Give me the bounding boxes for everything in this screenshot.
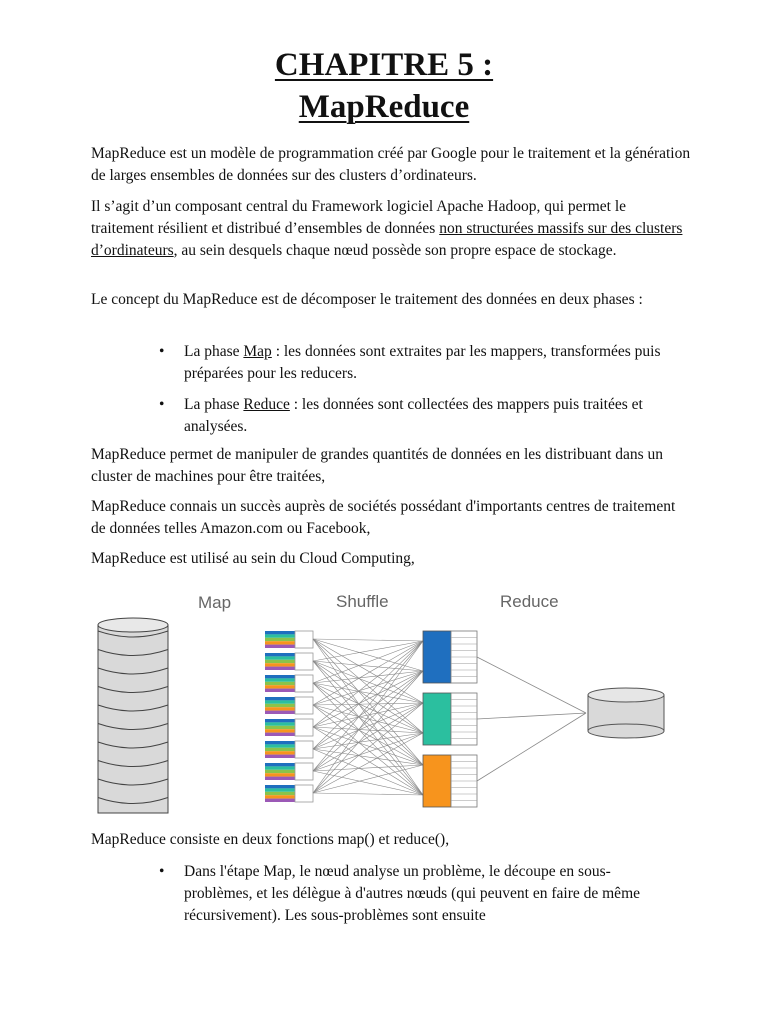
reduce-output-arrow <box>477 713 586 781</box>
map-strip-band <box>265 777 295 780</box>
paragraph-hadoop-text: Il s’agit d’un composant central du Framework logiciel Apache Hadoop, qui permet le traitement résilient et distribué d’ensembles de données <box>91 198 627 237</box>
map-strip-band <box>265 697 295 700</box>
paragraph-functions: MapReduce consiste en deux fonctions map() et reduce(), <box>91 831 450 848</box>
map-strip-band <box>265 660 295 663</box>
map-strip-band <box>265 744 295 747</box>
map-strip-band <box>265 748 295 751</box>
shuffle-line <box>313 641 423 727</box>
map-strip <box>265 785 313 802</box>
map-strip-band <box>265 719 295 722</box>
reduce-block <box>423 693 477 745</box>
reduce-block-fill <box>423 631 451 683</box>
shuffle-line <box>313 641 423 771</box>
map-label: Map <box>198 593 232 612</box>
reduce-tasks <box>423 631 477 807</box>
mapreduce-diagram <box>90 583 680 823</box>
reduce-output-arrow <box>477 657 586 713</box>
map-strip-cell <box>295 631 313 648</box>
map-strip-band <box>265 770 295 773</box>
term-map: Map <box>243 343 272 360</box>
map-strip-band <box>265 766 295 769</box>
map-strip-band <box>265 634 295 637</box>
map-strip-band <box>265 682 295 685</box>
paragraph-hadoop-end: , au sein desquels chaque nœud possède son propre espace de stockage. <box>173 242 617 259</box>
shuffle-label: Shuffle <box>336 592 389 611</box>
bullet-map-phase <box>184 341 674 385</box>
bullet-prefix: La phase <box>184 396 244 413</box>
output-database-icon <box>477 657 664 781</box>
map-strip-band <box>265 722 295 725</box>
paragraph-cloud: MapReduce est utilisé au sein du Cloud Computing, <box>91 550 415 567</box>
map-strip-cell <box>295 653 313 670</box>
map-strip <box>265 741 313 758</box>
map-strip-band <box>265 795 295 798</box>
map-strip-band <box>265 726 295 729</box>
map-strip-cell <box>295 719 313 736</box>
reduce-block-fill <box>423 755 451 807</box>
map-strip-band <box>265 733 295 736</box>
map-strip-band <box>265 751 295 754</box>
reduce-block-fill <box>423 693 451 745</box>
map-outputs <box>265 631 313 802</box>
map-strip-band <box>265 678 295 681</box>
stack-top <box>98 618 168 632</box>
shuffle-line <box>313 683 423 733</box>
map-strip-band <box>265 711 295 714</box>
bullet-marker: • <box>159 343 165 360</box>
map-strip-band <box>265 656 295 659</box>
map-strip-band <box>265 631 295 634</box>
map-strip-band <box>265 788 295 791</box>
map-strip-band <box>265 653 295 656</box>
map-strip-band <box>265 685 295 688</box>
map-strip-band <box>265 785 295 788</box>
map-strip-band <box>265 741 295 744</box>
map-strip-band <box>265 689 295 692</box>
map-strip <box>265 719 313 736</box>
bullet-map-step: Dans l'étape Map, le nœud analyse un problème, le découpe en sous-problèmes, et les délègue à d'autres nœuds (qui peuvent en faire de même récursivement). Les sous-problèmes sont ensuite <box>184 863 641 924</box>
underlined-phrase: non structurées massifs sur des clusters d’ordinateurs <box>91 220 683 259</box>
shuffle-line <box>313 639 423 703</box>
shuffle-line <box>313 793 423 795</box>
bullet-reduce-phase <box>184 394 674 438</box>
map-strip-band <box>265 707 295 710</box>
reduce-block <box>423 755 477 807</box>
paragraph-intro: MapReduce est un modèle de programmation créé par Google pour le traitement et la génération de larges ensembles de données sur des clusters d’ordinateurs. <box>91 145 691 184</box>
map-strip <box>265 653 313 670</box>
bullet-text: : les données sont collectées des mappers puis traitées et analysées. <box>184 396 643 435</box>
paragraph-hadoop <box>91 196 691 262</box>
paragraph-distribution: MapReduce permet de manipuler de grandes quantités de données en les distribuant dans un cluster de machines pour être traitées, <box>91 446 664 485</box>
bullet-marker: • <box>159 863 165 880</box>
map-strip-cell <box>295 697 313 714</box>
input-data-stack-icon <box>98 618 168 813</box>
map-strip-band <box>265 704 295 707</box>
output-disk-top <box>588 688 664 702</box>
map-strip-band <box>265 729 295 732</box>
map-strip-band <box>265 700 295 703</box>
map-strip-band <box>265 799 295 802</box>
map-strip <box>265 675 313 692</box>
map-strip-band <box>265 755 295 758</box>
map-strip-band <box>265 675 295 678</box>
shuffle-line <box>313 765 423 793</box>
map-strip-band <box>265 641 295 644</box>
map-strip-band <box>265 638 295 641</box>
map-strip-band <box>265 792 295 795</box>
output-disk-bottom <box>588 724 664 738</box>
shuffle-line <box>313 639 423 641</box>
map-strip <box>265 763 313 780</box>
term-reduce: Reduce <box>243 396 290 413</box>
shuffle-connections <box>313 639 423 795</box>
reduce-label: Reduce <box>500 592 559 611</box>
chapter-title: CHAPITRE 5 : <box>274 47 494 83</box>
shuffle-line <box>313 703 423 705</box>
map-strip-band <box>265 763 295 766</box>
reduce-output-arrow <box>477 713 586 719</box>
map-strip-band <box>265 645 295 648</box>
shuffle-line <box>313 641 423 793</box>
map-strip-band <box>265 773 295 776</box>
bullet-marker: • <box>159 396 165 413</box>
paragraph-success: MapReduce connais un succès auprès de sociétés possédant d'importants centres de traitement de données telles Amazon.com ou Facebook, <box>91 498 676 537</box>
reduce-block <box>423 631 477 683</box>
map-strip <box>265 697 313 714</box>
chapter-subtitle: MapReduce <box>298 89 470 125</box>
map-strip-band <box>265 663 295 666</box>
map-strip-cell <box>295 675 313 692</box>
shuffle-line <box>313 733 423 749</box>
paragraph-concept: Le concept du MapReduce est de décomposer le traitement des données en deux phases : <box>91 291 643 308</box>
map-strip-cell <box>295 741 313 758</box>
bullet-text: : les données sont extraites par les mappers, transformées puis préparées pour les reducers. <box>184 343 661 382</box>
bullet-prefix: La phase <box>184 343 244 360</box>
map-strip-band <box>265 667 295 670</box>
map-strip-cell <box>295 763 313 780</box>
map-strip-cell <box>295 785 313 802</box>
map-strip <box>265 631 313 648</box>
shuffle-line <box>313 703 423 727</box>
